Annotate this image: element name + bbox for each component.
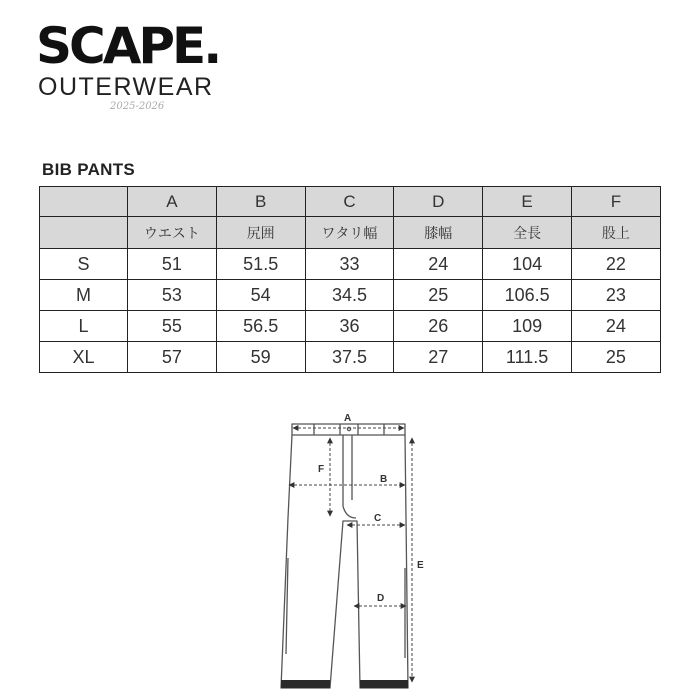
header-letter: D bbox=[394, 187, 483, 217]
measure-label-b: B bbox=[380, 474, 388, 485]
header-measure: 全長 bbox=[483, 217, 572, 249]
pants-hems bbox=[281, 680, 408, 688]
section-title: BIB PANTS bbox=[42, 160, 136, 179]
header-corner bbox=[40, 217, 128, 249]
logo-year-watermark: 2025-2026 bbox=[110, 101, 165, 112]
table-cell: 56.5 bbox=[216, 311, 305, 342]
size-table bbox=[39, 186, 661, 373]
table-cell: 22 bbox=[571, 249, 660, 280]
table-cell: 25 bbox=[394, 280, 483, 311]
brand-logo bbox=[36, 18, 266, 110]
table-cell: 24 bbox=[394, 249, 483, 280]
table-row bbox=[40, 249, 661, 280]
header-row-letters bbox=[40, 187, 661, 217]
table-cell: 37.5 bbox=[305, 342, 394, 373]
header-letter: A bbox=[128, 187, 217, 217]
header-letter: C bbox=[305, 187, 394, 217]
pants-outline bbox=[281, 424, 408, 688]
table-cell: 57 bbox=[128, 342, 217, 373]
table-cell: 34.5 bbox=[305, 280, 394, 311]
table-cell: 55 bbox=[128, 311, 217, 342]
measure-label-c: C bbox=[374, 513, 382, 524]
table-cell: 24 bbox=[571, 311, 660, 342]
measure-label-d: D bbox=[377, 593, 385, 604]
header-row-measures bbox=[40, 217, 661, 249]
header-measure: ワタリ幅 bbox=[305, 217, 394, 249]
header-corner bbox=[40, 187, 128, 217]
table-cell: 25 bbox=[571, 342, 660, 373]
header-letter: B bbox=[216, 187, 305, 217]
measure-label-f: F bbox=[318, 464, 325, 475]
logo-subtitle: OUTERWEAR bbox=[38, 73, 214, 101]
size-label: L bbox=[40, 311, 128, 342]
table-cell: 27 bbox=[394, 342, 483, 373]
measure-label-a: A bbox=[344, 413, 352, 424]
table-cell: 23 bbox=[571, 280, 660, 311]
table-cell: 59 bbox=[216, 342, 305, 373]
header-measure: ウエスト bbox=[128, 217, 217, 249]
header-measure: 膝幅 bbox=[394, 217, 483, 249]
table-cell: 51 bbox=[128, 249, 217, 280]
table-cell: 26 bbox=[394, 311, 483, 342]
logo-brand-text: SCAPE. bbox=[36, 17, 220, 75]
table-row bbox=[40, 311, 661, 342]
measure-label-e: E bbox=[417, 560, 424, 571]
header-measure: 股上 bbox=[571, 217, 660, 249]
size-label: M bbox=[40, 280, 128, 311]
size-label: XL bbox=[40, 342, 128, 373]
table-cell: 111.5 bbox=[483, 342, 572, 373]
table-cell: 106.5 bbox=[483, 280, 572, 311]
table-cell: 53 bbox=[128, 280, 217, 311]
table-cell: 104 bbox=[483, 249, 572, 280]
table-cell: 51.5 bbox=[216, 249, 305, 280]
table-row bbox=[40, 342, 661, 373]
header-letter: E bbox=[483, 187, 572, 217]
table-cell: 54 bbox=[216, 280, 305, 311]
table-row bbox=[40, 280, 661, 311]
size-label: S bbox=[40, 249, 128, 280]
table-cell: 33 bbox=[305, 249, 394, 280]
header-measure: 尻囲 bbox=[216, 217, 305, 249]
pants-measurement-diagram bbox=[272, 408, 442, 698]
table-cell: 109 bbox=[483, 311, 572, 342]
table-cell: 36 bbox=[305, 311, 394, 342]
header-letter: F bbox=[571, 187, 660, 217]
